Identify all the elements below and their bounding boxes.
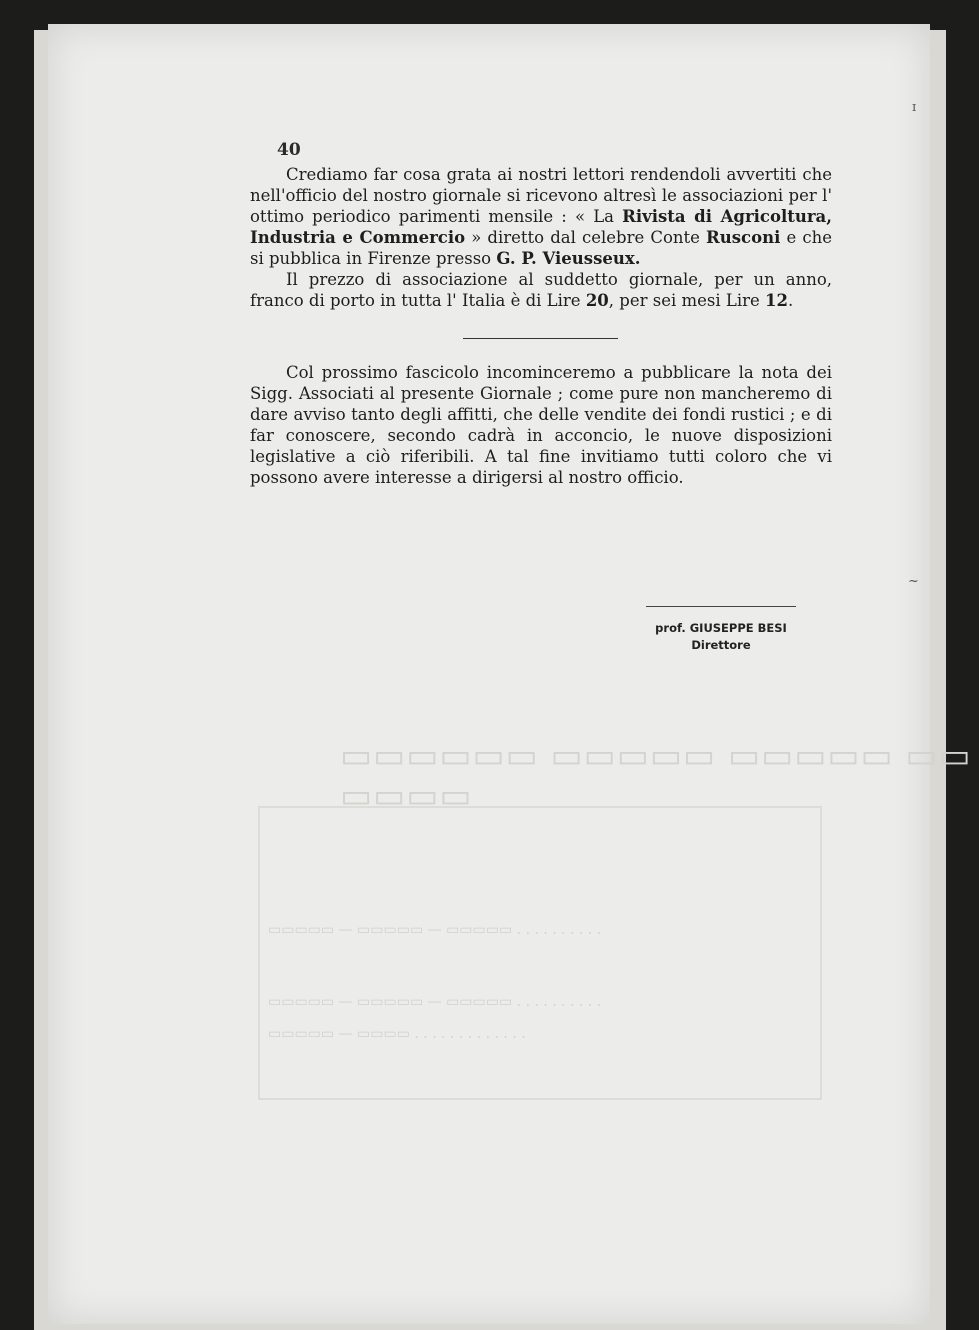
subscription-notice (250, 164, 832, 311)
announcement (250, 362, 832, 488)
text-run-bold: G. P. Vieusseux. (496, 249, 641, 268)
paragraph-announcement: Col prossimo fascicolo incominceremo a pubblicare la nota dei Sigg. Associati al presente Giornale ; come pure non mancheremo di dare avviso tanto degli affitti, che delle vendite dei fondi rustici ; e di far conoscere, secondo cadrà in acconcio, le nuove disposizioni legislative a ciò riferibili. A tal fine invitiamo tutti coloro che vi possono avere interesse a dirigersi al nostro officio. (250, 363, 832, 487)
text-run-bold: 20 (585, 291, 609, 310)
text-run-bold: Rivista di Agricoltura, Industria e Commercio (250, 207, 832, 247)
signature-rule (646, 606, 796, 607)
section-divider (463, 338, 618, 339)
paragraph-rivista (250, 164, 832, 269)
margin-mark: ~ (908, 574, 919, 589)
text-run-bold: 12 (765, 291, 788, 310)
text-run: Il prezzo di associazione al suddetto giornale, per un anno, franco di porto in tutta l' Italia è di Lire (250, 270, 832, 310)
bleed-through-row: ▭▭▭▭▭ — ▭▭▭▭▭ — ▭▭▭▭▭ . . . . . . . . . . (268, 922, 602, 938)
text-run: , per sei mesi Lire (608, 291, 766, 310)
text-run: e che si pubblica in Firenze presso (250, 228, 832, 268)
bleed-through-heading: ▭▭▭▭▭▭ ▭▭▭▭▭ ▭▭▭▭▭ ▭▭ ▭▭▭▭ (340, 736, 972, 816)
bleed-through-row: ▭▭▭▭▭ — ▭▭▭▭▭ — ▭▭▭▭▭ . . . . . . . . . . (268, 994, 602, 1010)
margin-mark: ɪ (912, 100, 917, 115)
page-number: 40 (277, 140, 301, 160)
signature-block (640, 620, 802, 654)
bleed-through-table (258, 806, 822, 1100)
text-run: . (787, 291, 794, 310)
signature-title: Direttore (691, 638, 751, 652)
paragraph-price (250, 269, 832, 311)
text-run-bold: Rusconi (706, 228, 781, 247)
text-run: » diretto dal celebre Conte (465, 228, 707, 247)
signature-name: prof. GIUSEPPE BESI (655, 621, 787, 635)
text-run: Crediamo far cosa grata ai nostri lettori rendendoli avvertiti che nell'officio del nostro giornale si ricevono altresì le associazioni per l' ottimo periodico parimenti mensile : « La (250, 165, 832, 226)
bleed-through-row: ▭▭▭▭▭ — ▭▭▭▭ . . . . . . . . . . . . . (268, 1026, 526, 1042)
